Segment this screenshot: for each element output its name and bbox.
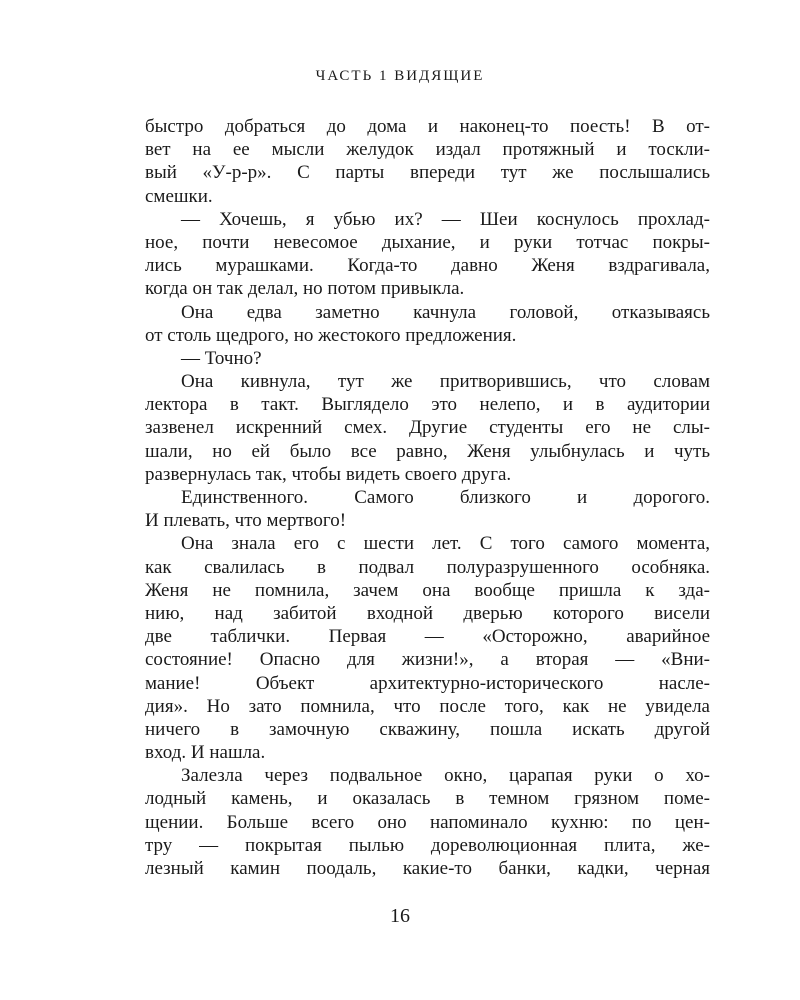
text-line: ное, почти невесомое дыхание, и руки тотчас покры- <box>145 231 710 253</box>
text-line: Она кивнула, тут же притворившись, что словам <box>181 371 710 393</box>
text-line: развернулась так, чтобы видеть своего друга. <box>145 463 512 485</box>
text-line: Она знала его с шести лет. С того самого момента, <box>181 533 710 555</box>
text-line: лодный камень, и оказалась в темном грязном поме- <box>145 788 710 810</box>
text-line: состояние! Опасно для жизни!», а вторая — «Вни- <box>145 649 710 671</box>
text-line: Залезла через подвальное окно, царапая руки о хо- <box>181 765 710 787</box>
text-line: вет на ее мысли желудок издал протяжный и тоскли- <box>145 139 710 161</box>
running-head: ЧАСТЬ 1 ВИДЯЩИЕ <box>315 68 485 84</box>
text-line: когда он так делал, но потом привыкла. <box>145 278 465 300</box>
text-line: лезный камин поодаль, какие-то банки, кадки, черная <box>145 858 710 879</box>
text-line: от столь щедрого, но жестокого предложения. <box>145 324 517 346</box>
text-line: ничего в замочную скважину, пошла искать другой <box>145 718 710 740</box>
text-line: зазвенел искренний смех. Другие студенты его не слы- <box>145 417 710 439</box>
page-number: 16 <box>390 905 410 927</box>
text-line: дия». Но зато помнила, что после того, как не увидела <box>145 695 710 717</box>
text-line: И плевать, что мертвого! <box>145 510 347 532</box>
text-line: шали, но ей было все равно, Женя улыбнулась и чуть <box>145 440 710 462</box>
page-body-text <box>145 115 710 880</box>
text-line: быстро добраться до дома и наконец-то поесть! В от- <box>145 116 710 137</box>
text-line: — Точно? <box>181 347 262 369</box>
text-line: тру — покрытая пылью дореволюционная плита, же- <box>145 834 710 856</box>
text-line: лектора в такт. Выглядело это нелепо, и в аудитории <box>145 394 710 416</box>
text-line: мание! Объект архитектурно-исторического насле- <box>145 672 710 694</box>
text-line: смешки. <box>145 185 213 207</box>
text-line: Она едва заметно качнула головой, отказываясь <box>181 301 710 323</box>
text-line: щении. Больше всего оно напоминало кухню: по цен- <box>145 811 710 833</box>
text-line: вый «У-р-р». С парты впереди тут же послышались <box>145 162 710 184</box>
text-line: две таблички. Первая — «Осторожно, аварийное <box>145 626 710 648</box>
text-line: лись мурашками. Когда-то давно Женя вздрагивала, <box>145 255 710 277</box>
text-line: Женя не помнила, зачем она вообще пришла к зда- <box>145 579 710 601</box>
text-line: Единственного. Самого близкого и дорогого. <box>181 487 710 508</box>
text-line: нию, над забитой входной дверью которого висели <box>145 602 710 624</box>
text-line: вход. И нашла. <box>145 742 266 764</box>
text-line: как свалилась в подвал полуразрушенного особняка. <box>145 556 710 578</box>
text-line: — Хочешь, я убью их? — Шеи коснулось прохлад- <box>181 208 710 230</box>
